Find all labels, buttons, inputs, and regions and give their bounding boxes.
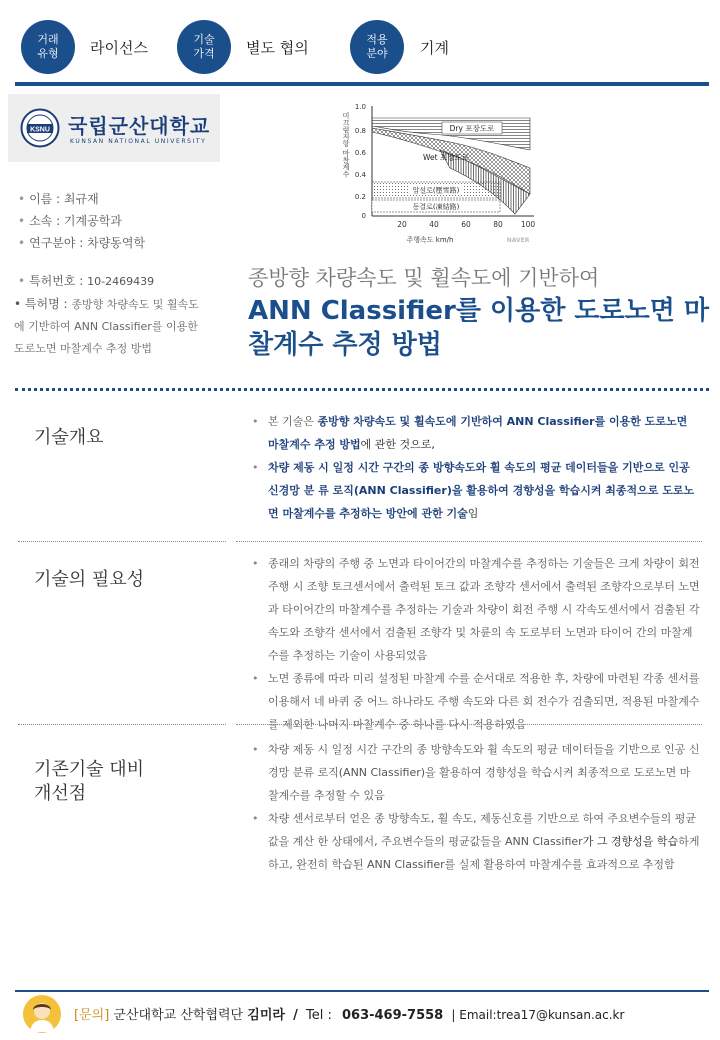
svg-text:20: 20 — [397, 220, 407, 229]
improvement-item: • 차량 센서로부터 얻은 종 방향속도, 휠 속도, 제동신호를 기반으로 하여 주요변수들의 평균값을 계산 한 상태에서, 주요변수들의 평균값들을 ANN Classifier가 그 경향성을 학습하게 하고, 완전히 학습된 ANN Classifier를 실제 활용하여 마찰계수를 효과적으로 추정함 — [248, 807, 700, 876]
badge-line: 유형 — [37, 47, 59, 60]
necessity-item: • 노면 종류에 따라 미리 설정된 마찰계 수를 순서대로 적용한 후, 차량에 마련된 각종 센서를 이용해서 네 바퀴 중 어느 하나라도 주행 속도와 다른 회 전수가 검출되면, 적용된 마찰계수를 제외한 나머지 마찰계수 중 하나를 다시 적용하였음 — [248, 667, 700, 736]
svg-text:미끄럼저항 마찰계수: 미끄럼저항 마찰계수 — [342, 112, 350, 178]
badge-line: 가격 — [193, 47, 215, 60]
svg-text:1.0: 1.0 — [354, 103, 366, 111]
contact-person: 김미라 — [247, 1008, 285, 1023]
badge-line: 기술 — [193, 33, 215, 46]
inventor-field: • 연구분야 : 차량동역학 — [18, 236, 146, 250]
overview-item: • 차량 제동 시 일정 시간 구간의 종 방향속도와 휠 속도의 평균 데이터들을 기반으로 인공 신경망 분 류 로직(ANN Classifier)을 활용하여 경향성을 학습시켜 최종적으로 도로노면 마찰계수를 추정하는 방안에 관한 기술임 — [248, 456, 700, 525]
svg-text:100: 100 — [520, 220, 536, 229]
title-divider — [15, 388, 709, 391]
badge-line: 적용 — [366, 33, 388, 46]
improvement-item: • 차량 제동 시 일정 시간 구간의 종 방향속도와 휠 속도의 평균 데이터들을 기반으로 인공 신경망 분류 로직(ANN Classifier)을 활용하여 경향성을 학습시켜 최종적으로 도로노면 마찰계수를 추정할 수 있음 — [248, 738, 700, 807]
svg-text:NAVER: NAVER — [506, 237, 530, 244]
svg-text:주행속도 km/h: 주행속도 km/h — [406, 236, 454, 244]
inventor-dept: • 소속 : 기계공학과 — [18, 214, 122, 228]
contact-footer — [74, 1004, 624, 1023]
field-value: 기계 — [420, 39, 449, 57]
price-value: 별도 협의 — [246, 39, 309, 57]
university-name-en: KUNSAN NATIONAL UNIVERSITY — [70, 138, 207, 145]
svg-text:0.4: 0.4 — [354, 171, 366, 179]
inquiry-label: [문의] — [74, 1008, 110, 1023]
necessity-text — [248, 552, 700, 736]
field-badge — [350, 20, 404, 74]
section-divider — [236, 724, 702, 725]
university-seal-icon — [20, 108, 60, 148]
svg-text:KSNU: KSNU — [30, 126, 50, 134]
section-divider — [18, 724, 226, 725]
overview-text — [248, 410, 700, 525]
footer-divider — [15, 990, 709, 992]
svg-text:Wet 포장도로: Wet 포장도로 — [423, 153, 469, 162]
contact-email: | Email:trea17@kunsan.ac.kr — [451, 1008, 625, 1022]
overview-label: 기술개요 — [34, 427, 104, 448]
inventor-name: • 이름 : 최규재 — [18, 192, 99, 206]
patent-number: • 특허번호 : 10-2469439 — [18, 274, 155, 288]
svg-text:0.8: 0.8 — [354, 127, 366, 135]
badge-line: 거래 — [37, 33, 59, 46]
tel-number: 063-469-7558 — [341, 1008, 444, 1023]
deal-type-value: 라이선스 — [90, 39, 148, 57]
improvement-label — [34, 758, 144, 806]
improvement-label-line: 개선점 — [34, 783, 87, 804]
university-logo — [8, 94, 220, 162]
svg-text:80: 80 — [493, 220, 503, 229]
necessity-item: • 종래의 차량의 주행 중 노면과 타이어간의 마찰계수를 추정하는 기술들은 크게 차량이 회전 주행 시 조향 토크센서에서 출력된 토크 값과 조향각 센서에서 출력된 조향각으로부터 노면과 타이어간의 마찰계수를 추정하는 기술과 차량이 회전 주행 시 각속도센서에서 검출된 각속도와 조향각 센서에서 검출된 조향각 및 차륜의 속 도로부터 노면과 타이어 간의 마찰계수를 추정하는 기술이 사용되었음 — [248, 552, 700, 667]
svg-text:압설로(壓雪路): 압설로(壓雪路) — [412, 186, 460, 195]
svg-text:40: 40 — [429, 220, 439, 229]
svg-text:동결로(凍結路): 동결로(凍結路) — [412, 203, 460, 211]
tel-label: Tel : — [305, 1008, 332, 1023]
svg-text:0.2: 0.2 — [354, 193, 366, 201]
overview-item: • 본 기술은 종방향 차량속도 및 휠속도에 기반하여 ANN Classifier를 이용한 도로노면 마찰계수 추정 방법에 관한 것으로, — [248, 410, 700, 456]
header-divider — [15, 82, 709, 86]
separator: / — [293, 1008, 298, 1023]
price-badge — [177, 20, 231, 74]
university-name: 국립군산대학교 — [68, 114, 211, 138]
title-main: ANN Classifier를 이용한 도로노면 마찰계수 추정 방법 — [248, 296, 710, 360]
title-subtitle: 종방향 차량속도 및 휠속도에 기반하여 — [248, 266, 600, 290]
svg-text:0: 0 — [361, 212, 366, 220]
friction-coefficient-figure — [340, 98, 540, 250]
deal-type-badge — [21, 20, 75, 74]
svg-text:0.6: 0.6 — [354, 149, 366, 157]
badge-line: 분야 — [366, 47, 388, 60]
svg-text:Dry 포장도로: Dry 포장도로 — [449, 124, 495, 133]
improvement-text — [248, 738, 700, 876]
svg-text:60: 60 — [461, 220, 471, 229]
necessity-label: 기술의 필요성 — [34, 569, 145, 590]
patent-title: • 특허명 : 종방향 차량속도 및 휠속도에 기반하여 ANN Classifier를 이용한 도로노면 마찰계수 추정 방법 — [14, 297, 199, 355]
improvement-label-line: 기존기술 대비 — [34, 759, 145, 780]
contact-person-icon — [22, 994, 62, 1034]
section-divider — [18, 541, 226, 542]
section-divider — [236, 541, 702, 542]
contact-org: 군산대학교 산학협력단 — [113, 1008, 244, 1023]
